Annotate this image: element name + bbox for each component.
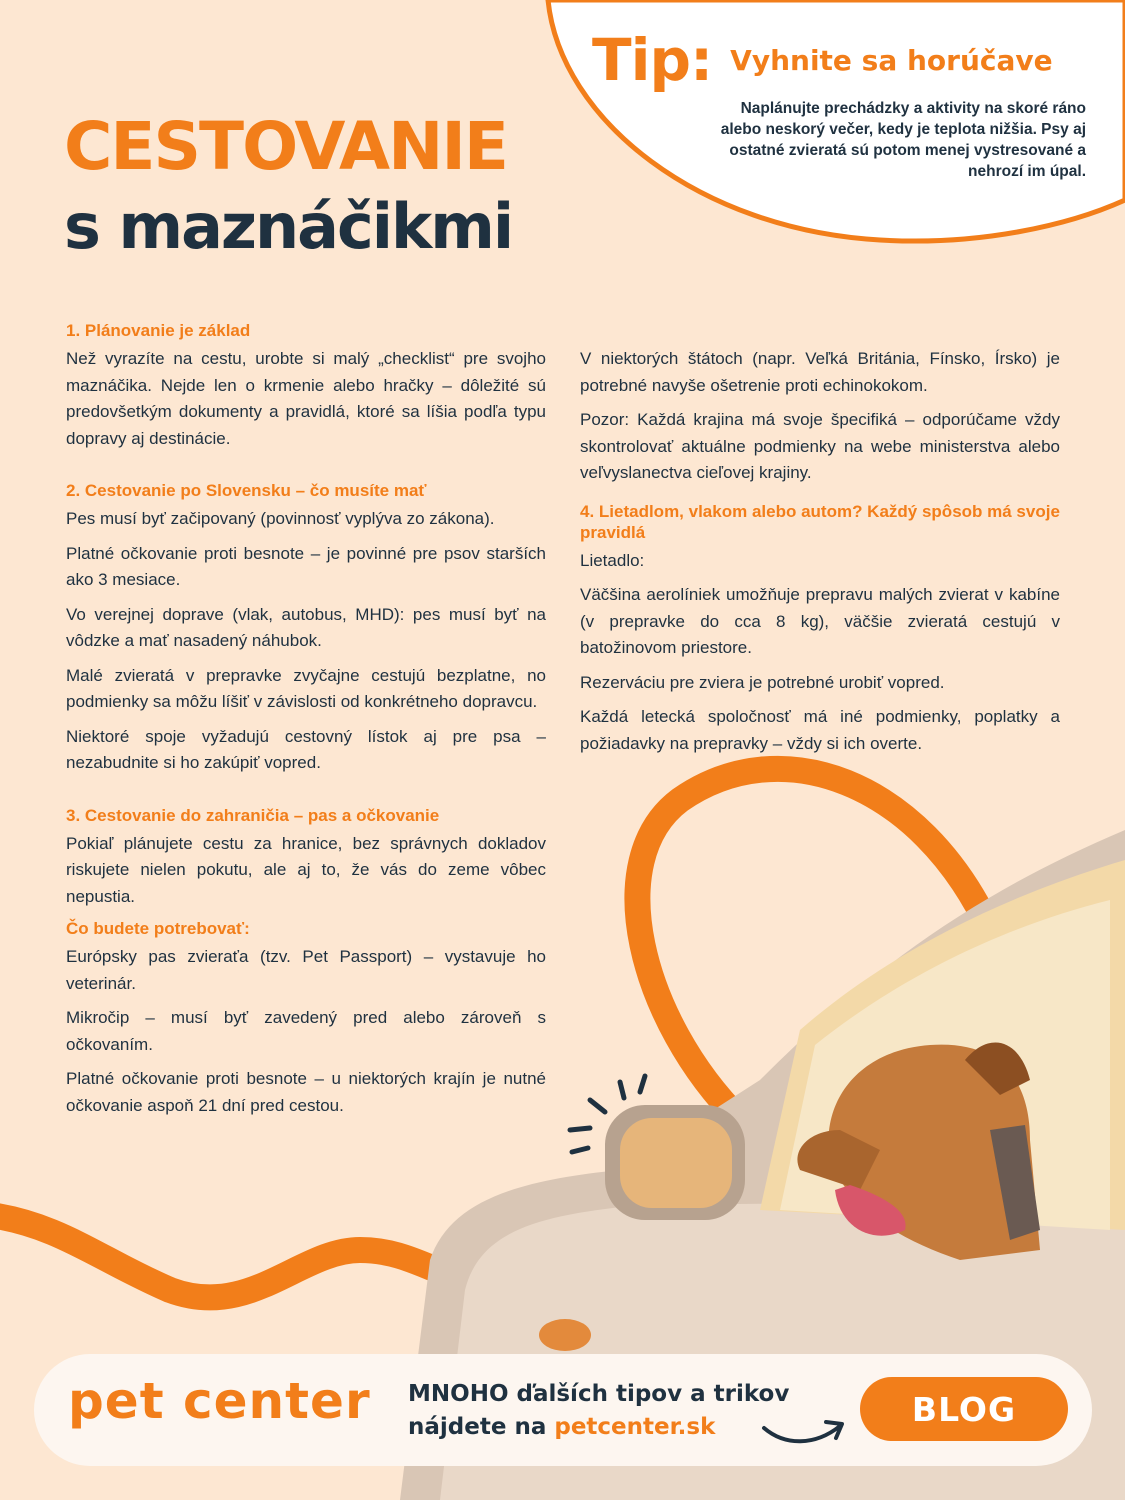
page-title-line-1: CESTOVANIE (64, 108, 507, 185)
page-title-line-2: s maznáčikmi (64, 190, 513, 263)
section-abroad (66, 805, 546, 1120)
section-heading: 1. Plánovanie je základ (66, 321, 251, 340)
paragraph: Niektoré spoje vyžadujú cestovný lístok aj pre psa – nezabudnite si ho zakúpiť vopred. (66, 726, 546, 772)
section-heading: 4. Lietadlom, vlakom alebo autom? Každý spôsob má svoje pravidlá (580, 501, 1060, 542)
paragraph: Rezerváciu pre zviera je potrebné urobiť vopred. (580, 672, 945, 692)
section-abroad-continued (580, 346, 1060, 487)
paragraph: Než vyrazíte na cestu, urobte si malý „checklist“ pre svojho maznáčika. Nejde len o krmenie alebo hračky – dôležité sú predovšetkým dokumenty a pravidlá, ktoré sa líšia podľa typu dopravy aj destinácie. (66, 349, 546, 448)
section-heading: 2. Cestovanie po Slovensku – čo musíte mať (66, 481, 427, 500)
paragraph: Pes musí byť začipovaný (povinnosť vyplýva zo zákona). (66, 509, 495, 528)
paragraph: Pokiaľ plánujete cestu za hranice, bez správnych dokladov riskujete nielen pokutu, ale aj to, že vás do zeme vôbec nepustia. (66, 833, 546, 906)
paragraph: V niektorých štátoch (napr. Veľká Británia, Fínsko, Írsko) je potrebné navyše ošetrenie proti echinokokom. (580, 349, 1060, 395)
paragraph: Vo verejnej doprave (vlak, autobus, MHD): pes musí byť na vôdzke a mať nasadený náhubok. (66, 604, 546, 650)
paragraph: Platné očkovanie proti besnote – je povinné pre psov starších ako 3 mesiace. (66, 543, 546, 589)
petcenter-link[interactable]: petcenter.sk (554, 1414, 716, 1440)
footer-line-2-prefix: nájdete na (408, 1414, 555, 1440)
paragraph: Mikročip – musí byť zavedený pred alebo zároveň s očkovaním. (66, 1008, 546, 1054)
paragraph: Európsky pas zvieraťa (tzv. Pet Passport) – vystavuje ho veterinár. (66, 947, 546, 993)
blog-button[interactable]: BLOG (860, 1377, 1068, 1441)
section-transport (580, 501, 1060, 758)
paragraph: Každá letecká spoločnosť má iné podmienky, poplatky a požiadavky na prepravky – vždy si ich overte. (580, 707, 1060, 753)
footer-line-2 (408, 1411, 789, 1444)
left-column (66, 320, 546, 1147)
tip-label: Tip: (592, 26, 713, 94)
section-heading: 3. Cestovanie do zahraničia – pas a očkovanie (66, 805, 440, 825)
paragraph: Väčšina aerolíniek umožňuje prepravu malých zvierat v kabíne (v prepravke do cca 8 kg), väčšie zvieratá cestujú v batožinovom priestore. (580, 585, 1060, 657)
footer-line-1: MNOHO ďalších tipov a trikov (408, 1381, 790, 1407)
right-column (580, 346, 1060, 785)
tip-heading (592, 26, 1092, 94)
tip-text: Naplánujte prechádzky a aktivity na skoré ráno alebo neskorý večer, kedy je teplota nižšia. Psy aj ostatné zvieratá sú potom menej vystresované a nehrozí im úpal. (720, 100, 1086, 180)
orange-wave-curve (0, 1215, 500, 1297)
section-subheading: Čo budete potrebovať: (66, 919, 250, 938)
paragraph: Pozor: Každá krajina má svoje špecifiká – odporúčame vždy skontrolovať aktuálne podmienky na webe ministerstva alebo veľvyslanectva cieľovej krajiny. (580, 410, 1060, 482)
tip-title: Vyhnite sa horúčave (730, 43, 1053, 77)
paragraph: Malé zvieratá v prepravke zvyčajne cestujú bezplatne, no podmienky sa môžu líšiť v závislosti od konkrétneho dopravcu. (66, 665, 546, 711)
section-planning (66, 320, 546, 452)
arrow-icon (760, 1410, 850, 1450)
paragraph: Platné očkovanie proti besnote – u niektorých krajín je nutné očkovanie aspoň 21 dní pred cestou. (66, 1069, 546, 1115)
paragraph: Lietadlo: (580, 550, 645, 570)
pet-center-logo[interactable]: pet center (68, 1372, 371, 1430)
footer-promo-text (408, 1378, 789, 1444)
section-slovakia (66, 480, 546, 777)
